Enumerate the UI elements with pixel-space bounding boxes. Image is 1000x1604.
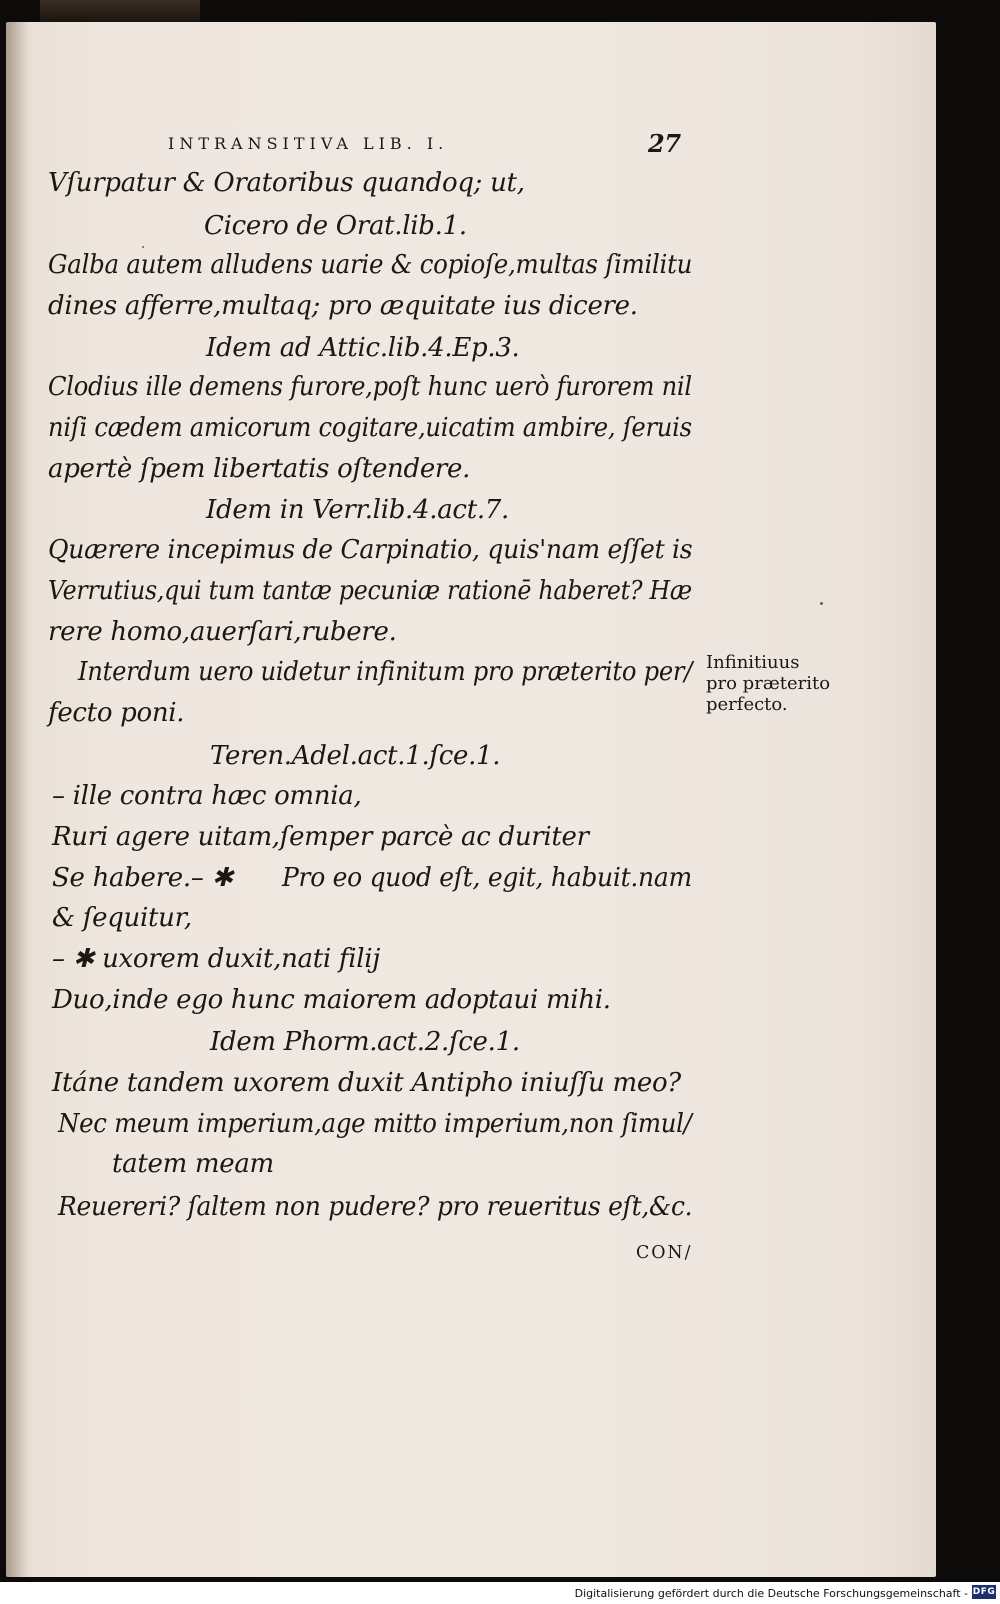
- text-line-13: Interdum uero uidetur infinitum pro præterito per/: [78, 657, 693, 687]
- running-title: INTRANSITIVA LIB. I.: [168, 134, 449, 153]
- text-line-7: niſi cædem amicorum cogitare,uicatim ambire, ſeruis: [48, 413, 692, 443]
- page-number: 27: [648, 129, 681, 158]
- dfg-logo-icon: DFG: [972, 1587, 996, 1597]
- text-line-11: Verrutius,qui tum tantæ pecuniæ rationē haberet? Hæ: [48, 576, 692, 606]
- citation-teren-adel: Teren.Adel.act.1.ſce.1.: [210, 741, 501, 771]
- catchword: CON/: [636, 1242, 693, 1263]
- margin-note: [706, 652, 830, 715]
- citation-idem-ad-attic: Idem ad Attic.lib.4.Ep.3.: [206, 333, 520, 363]
- citation-idem-in-verr: Idem in Verr.lib.4.act.7.: [206, 495, 510, 525]
- text-line-1: Vſurpatur & Oratoribus quandoq; ut,: [48, 168, 525, 198]
- text-line-6: Clodius ille demens furore,poſt hunc uerò furorem nil: [48, 372, 692, 402]
- text-line-10: Quærere incepimus de Carpinatio, quis'nam eſſet is: [48, 535, 693, 565]
- paper-speck: [820, 602, 823, 605]
- text-line-18-gloss: Pro eo quod eſt, egit, habuit.nam: [282, 863, 692, 893]
- digitization-credit: Digitalisierung gefördert durch die Deutsche Forschungsgemeinschaft -: [574, 1587, 968, 1600]
- binding-shadow: [6, 22, 28, 1577]
- margin-note-line-3: perfecto.: [706, 694, 788, 715]
- text-line-18: Se habere.– ✱: [52, 863, 233, 893]
- paper-speck: [142, 246, 144, 248]
- margin-note-line-2: pro præterito: [706, 673, 831, 694]
- text-line-14: fecto poni.: [48, 698, 185, 728]
- text-line-4: dines afferre,multaq; pro æquitate ius dicere.: [48, 291, 638, 321]
- text-line-3: Galba autem alludens uarie & copioſe,multas ſimilitu: [48, 250, 693, 280]
- citation-cicero-de-orat: Cicero de Orat.lib.1.: [204, 211, 467, 241]
- text-line-20: – ✱ uxorem duxit,nati filij: [52, 944, 380, 974]
- text-line-21: Duo,inde ego hunc maiorem adoptaui mihi.: [52, 985, 611, 1015]
- margin-note-line-1: Infinitiuus: [706, 652, 800, 673]
- citation-idem-phorm: Idem Phorm.act.2.ſce.1.: [210, 1027, 520, 1057]
- digitization-footer: [0, 1582, 1000, 1604]
- text-line-17: Ruri agere uitam,ſemper parcè ac duriter: [52, 822, 589, 852]
- text-line-16: – ille contra hæc omnia,: [52, 781, 362, 811]
- text-line-26: Reuereri? ſaltem non pudere? pro reueritus eſt,&c.: [58, 1192, 693, 1222]
- book-edge-strip: [40, 0, 200, 22]
- text-line-12: rere homo,auerſari,rubere.: [48, 617, 397, 647]
- text-line-8: apertè ſpem libertatis oſtendere.: [48, 454, 471, 484]
- text-line-24: Nec meum imperium,age mitto imperium,non ſimul/: [58, 1109, 692, 1139]
- text-line-19: & ſequitur,: [52, 903, 192, 933]
- text-line-23: Itáne tandem uxorem duxit Antipho iniuſſu meo?: [52, 1068, 681, 1098]
- text-line-25: tatem meam: [112, 1149, 274, 1179]
